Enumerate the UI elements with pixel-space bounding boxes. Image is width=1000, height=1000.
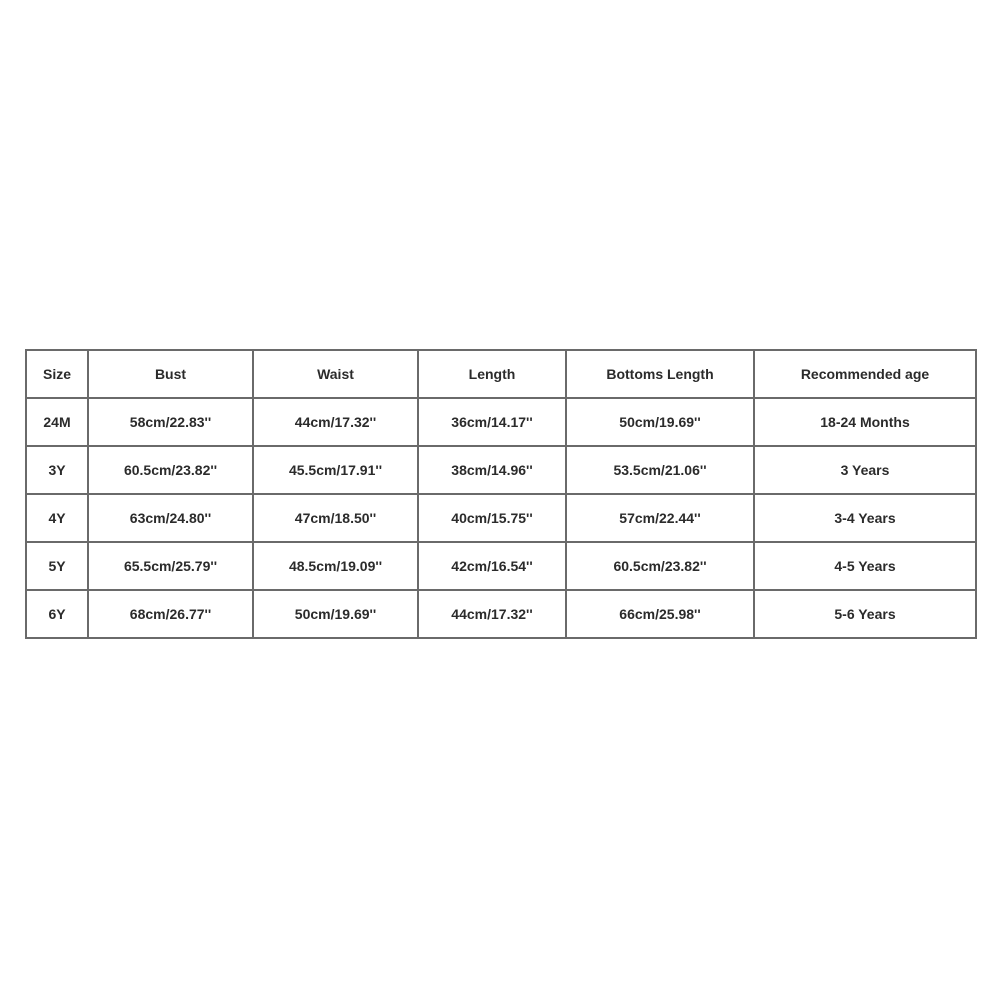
cell-bottoms-length: 66cm/25.98'' <box>566 590 754 638</box>
table-row <box>26 446 976 494</box>
header-waist: Waist <box>253 350 418 398</box>
cell-bottoms-length: 50cm/19.69'' <box>566 398 754 446</box>
cell-size: 4Y <box>26 494 88 542</box>
cell-bottoms-length: 60.5cm/23.82'' <box>566 542 754 590</box>
header-row <box>26 350 976 398</box>
header-bust: Bust <box>88 350 253 398</box>
cell-bottoms-length: 53.5cm/21.06'' <box>566 446 754 494</box>
cell-length: 42cm/16.54'' <box>418 542 566 590</box>
cell-size: 6Y <box>26 590 88 638</box>
cell-waist: 50cm/19.69'' <box>253 590 418 638</box>
cell-size: 3Y <box>26 446 88 494</box>
cell-recommended-age: 3-4 Years <box>754 494 976 542</box>
cell-bust: 68cm/26.77'' <box>88 590 253 638</box>
cell-length: 36cm/14.17'' <box>418 398 566 446</box>
cell-length: 44cm/17.32'' <box>418 590 566 638</box>
cell-size: 5Y <box>26 542 88 590</box>
cell-bust: 58cm/22.83'' <box>88 398 253 446</box>
cell-bust: 63cm/24.80'' <box>88 494 253 542</box>
cell-waist: 44cm/17.32'' <box>253 398 418 446</box>
cell-recommended-age: 18-24 Months <box>754 398 976 446</box>
cell-length: 38cm/14.96'' <box>418 446 566 494</box>
header-recommended-age: Recommended age <box>754 350 976 398</box>
table-row <box>26 542 976 590</box>
cell-waist: 45.5cm/17.91'' <box>253 446 418 494</box>
header-bottoms-length: Bottoms Length <box>566 350 754 398</box>
cell-bust: 65.5cm/25.79'' <box>88 542 253 590</box>
table-row <box>26 590 976 638</box>
table-row <box>26 494 976 542</box>
cell-recommended-age: 3 Years <box>754 446 976 494</box>
header-length: Length <box>418 350 566 398</box>
size-chart-table <box>25 349 977 639</box>
cell-recommended-age: 5-6 Years <box>754 590 976 638</box>
cell-recommended-age: 4-5 Years <box>754 542 976 590</box>
table-row <box>26 398 976 446</box>
header-size: Size <box>26 350 88 398</box>
cell-waist: 48.5cm/19.09'' <box>253 542 418 590</box>
cell-waist: 47cm/18.50'' <box>253 494 418 542</box>
cell-bottoms-length: 57cm/22.44'' <box>566 494 754 542</box>
cell-size: 24M <box>26 398 88 446</box>
cell-length: 40cm/15.75'' <box>418 494 566 542</box>
cell-bust: 60.5cm/23.82'' <box>88 446 253 494</box>
